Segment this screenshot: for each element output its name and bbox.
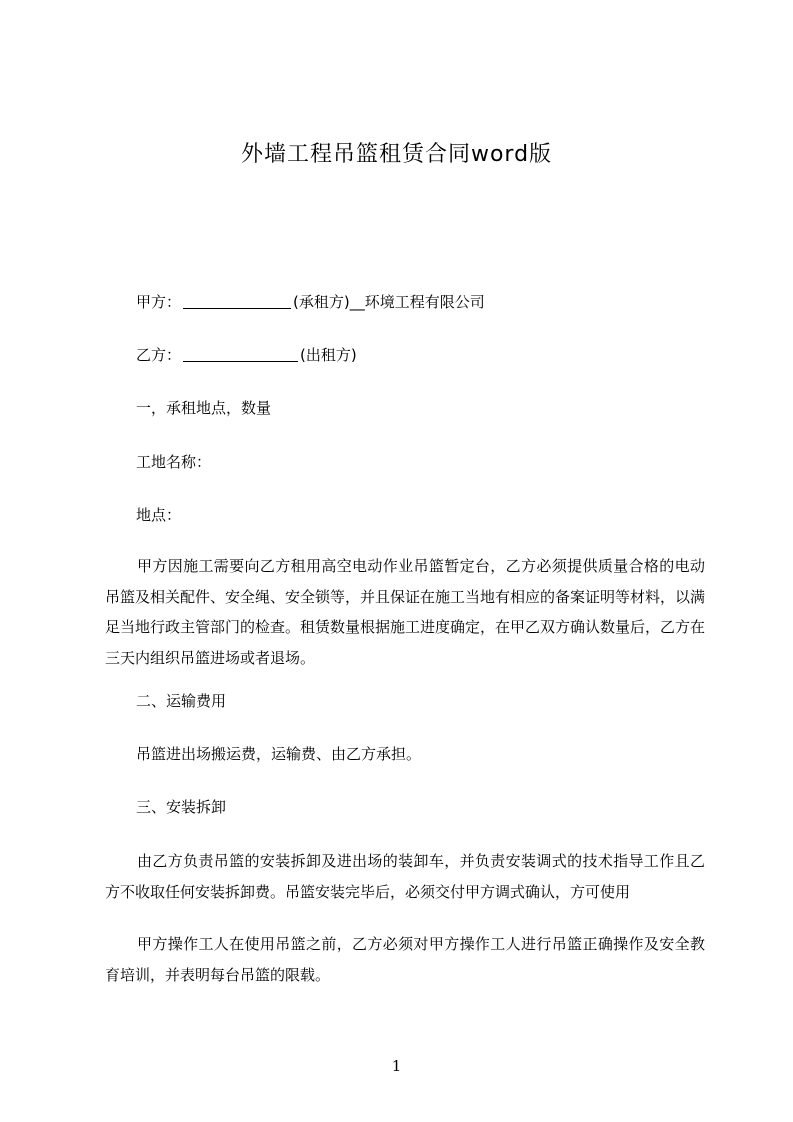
party-b-line [136,345,357,365]
section2-heading: 二、运输费用 [136,692,227,710]
party-a-line [136,292,485,312]
party-a-label: 甲方： [136,293,182,311]
section1-heading: 一，承租地点，数量 [136,399,272,417]
party-b-role: (出租方) [300,346,357,364]
section3-paragraph-1: 由乙方负责吊篮的安装拆卸及进出场的装卸车，并负责安装调式的技术指导工作且乙方不收取任何安装拆卸费。吊篮安装完毕后，必须交付甲方调式确认，方可使用 [105,852,705,901]
section3-heading: 三、安装拆卸 [136,798,227,816]
section2-paragraph: 吊篮进出场搬运费，运输费、由乙方承担。 [136,745,422,763]
party-a-blank [183,294,291,309]
section3-paragraph-2: 甲方操作工人在使用吊篮之前，乙方必须对甲方操作工人进行吊篮正确操作及安全教育培训，并表明每台吊篮的限载。 [105,935,705,984]
location-label: 地点： [136,506,182,524]
party-b-label: 乙方： [136,346,182,364]
party-a-role: (承租方) [293,293,350,311]
page-number: 1 [391,1057,402,1075]
party-a-company: 环境工程有限公司 [364,293,485,311]
party-a-separator: __ [349,293,365,311]
section1-paragraph: 甲方因施工需要向乙方租用高空电动作业吊篮暂定台，乙方必须提供质量合格的电动吊篮及相关配件、安全绳、安全锁等，并且保证在施工当地有相应的备案证明等材料，以满足当地行政主管部门的检查。租赁数量根据施工进度确定，在甲乙双方确认数量后，乙方在三天内组织吊篮进场或者退场。 [105,557,706,667]
party-b-blank [183,347,298,362]
site-name-label: 工地名称： [136,453,212,471]
document-title: 外墙工程吊篮租赁合同word版 [240,142,553,167]
